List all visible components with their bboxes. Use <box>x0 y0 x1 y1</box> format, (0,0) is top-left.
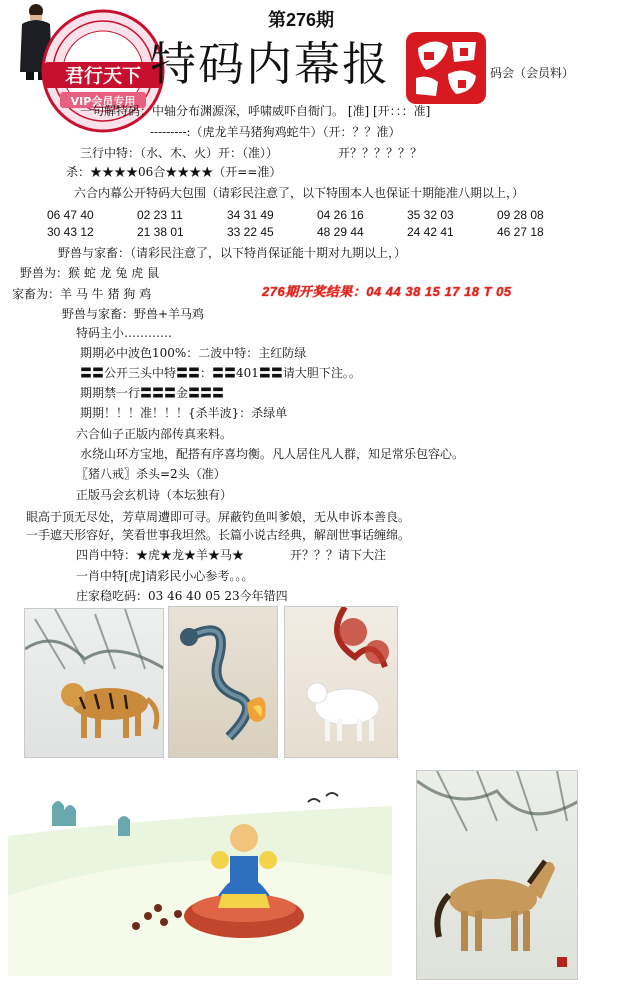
number-group-1a: 06 47 40 <box>47 208 94 222</box>
line-beast-heading: 野兽与家畜：（请彩民注意了，以下特肖保证能十期对九期以上，） <box>58 246 407 260</box>
monk-cartoon <box>8 776 392 976</box>
line-wild-beasts: 野兽为：猴 蛇 龙 兔 虎 鼠 <box>20 266 160 280</box>
number-group-2b: 21 38 01 <box>137 225 184 239</box>
line-size: 特码主小………… <box>76 326 173 340</box>
line-poem-1: 眼高于顶无尽处，芳草周遭即可寻。屏蔽钓鱼叫爹娘，无从申诉本善良。 <box>26 510 411 524</box>
number-group-6b: 46 27 18 <box>497 225 544 239</box>
line-one-zodiac: 一肖中特[虎]请彩民小心参考。。。 <box>76 569 254 583</box>
line-ban-row: 期期禁一行〓〓〓金〓〓〓 <box>80 386 225 400</box>
number-group-1b: 30 43 12 <box>47 225 94 239</box>
number-group-3b: 33 22 45 <box>227 225 274 239</box>
line-livestock: 家畜为：羊 马 牛 猪 狗 鸡 <box>12 287 152 301</box>
goat-painting <box>284 606 398 758</box>
line-zodiac-list: ---------:（虎龙羊马猪狗鸡蛇牛）（开：？？准） <box>150 125 401 139</box>
number-group-6a: 09 28 08 <box>497 208 544 222</box>
red-seal-stamp <box>404 30 488 106</box>
line-kill-head: 〖猪八戒〗杀头=2头（准） <box>76 467 226 481</box>
page-subtitle: 码会（会员料） <box>490 66 575 80</box>
line-fax-heading: 六合仙子正版内部传真来料。 <box>76 427 233 441</box>
logo-text: 君行天下 <box>64 65 142 87</box>
number-group-5a: 35 32 03 <box>407 208 454 222</box>
line-four-zodiac: 四肖中特：★虎★龙★羊★马★ <box>76 548 245 562</box>
number-group-5b: 24 42 41 <box>407 225 454 239</box>
line-wave-color: 期期必中波色100%：二波中特：主红防绿 <box>80 346 307 360</box>
line-banker-numbers: 庄家稳吃码：03 46 40 05 23今年错四 <box>76 589 288 603</box>
line-beast-mix: 野兽与家畜：野兽+羊马鸡 <box>62 307 205 321</box>
horse-painting <box>416 770 578 980</box>
number-group-4b: 48 29 44 <box>317 225 364 239</box>
tiger-painting <box>24 608 164 758</box>
line-kill: 杀：★★★★06合★★★★（开==准） <box>66 165 282 179</box>
draw-result: 276期开奖结果：04 44 38 15 17 18 T 05 <box>262 284 512 299</box>
number-group-3a: 34 31 49 <box>227 208 274 222</box>
line-poem-heading: 正版马会玄机诗（本坛独有） <box>76 488 233 502</box>
number-group-4a: 04 26 16 <box>317 208 364 222</box>
issue-number: 第276期 <box>268 10 335 30</box>
line-kill-half-wave: 期期！！！准！！！{杀半波}：杀绿单 <box>80 406 288 420</box>
number-group-2a: 02 23 11 <box>137 208 183 222</box>
line-four-zodiac-open: 开？？？请下大注 <box>290 548 387 562</box>
line-fax-poem: 水绕山环方宝地，配搭有序喜均衡。凡人居住凡人群，知足常乐包容心。 <box>80 447 465 461</box>
line-one-sentence: 一句解特码：中轴分布渊源深，呼啸威吓自衙门。 [准] [开：：：准] <box>80 104 431 118</box>
line-three-heads: 〓〓公开三头中特〓〓：〓〓401〓〓请大胆下注。。 <box>80 366 361 380</box>
line-three-element-open: 开？？？？？？ <box>338 146 423 160</box>
logo-vip-text: VIP会员专用 <box>70 95 136 108</box>
line-three-element: 三行中特：（水、木、火）开：（准）） <box>80 146 279 160</box>
line-poem-2: 一手遮天形容好，笑看世事我坦然。长篇小说古经典，解剖世事话缠绵。 <box>26 528 411 542</box>
dragon-painting <box>168 606 278 758</box>
line-surround-heading: 六合内幕公开特码大包围（请彩民注意了，以下特围本人也保证十期能准八期以上，） <box>74 186 525 200</box>
page-title: 特码内幕报 <box>150 37 390 91</box>
